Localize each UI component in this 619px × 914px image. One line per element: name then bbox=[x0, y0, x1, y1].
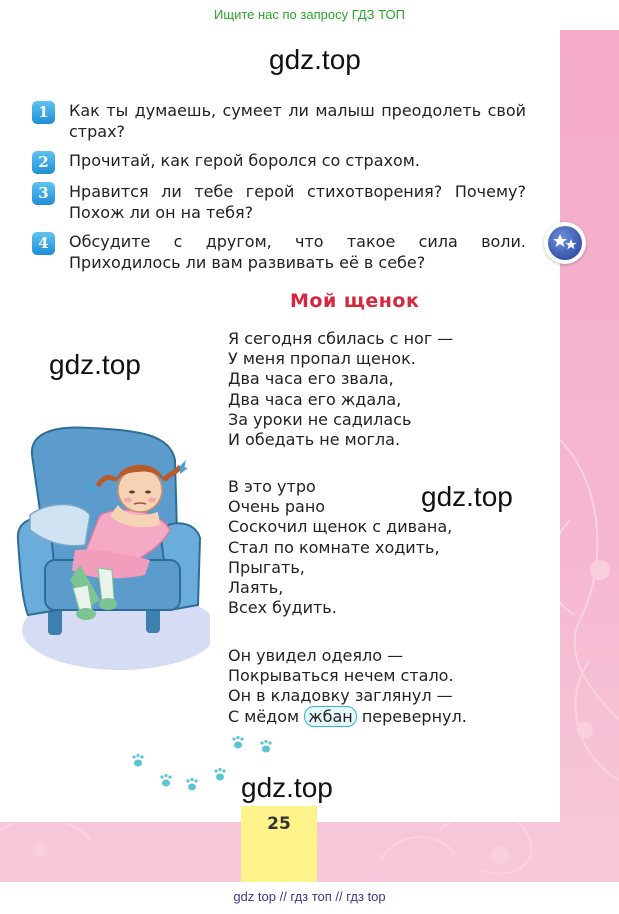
girl-in-armchair-illustration bbox=[10, 420, 210, 670]
poem-line: Он увидел одеяло — bbox=[228, 646, 404, 665]
question-number: 3 bbox=[32, 182, 55, 205]
poem-stanza-1 bbox=[228, 329, 528, 450]
poem-line: Прыгать, bbox=[228, 557, 305, 577]
poem-line: Очень рано bbox=[228, 497, 326, 517]
watermark: gdz.top bbox=[269, 44, 361, 75]
question-text: Прочитай, как герой боролся со страхом. bbox=[69, 151, 420, 170]
paw-prints-icon bbox=[126, 730, 286, 800]
poem-line: Он в кладовку заглянул — bbox=[228, 686, 453, 706]
poem-stanza-3 bbox=[228, 646, 528, 727]
poem-line: И обедать не могла. bbox=[228, 430, 401, 450]
page-number: 25 bbox=[267, 814, 291, 834]
question-number: 4 bbox=[32, 232, 55, 255]
question-text: Нравится ли тебе герой стихотворения? Почему? Похож ли он на тебя? bbox=[69, 182, 526, 222]
question-number: 2 bbox=[32, 151, 55, 174]
poem-line: Два часа его ждала, bbox=[228, 389, 402, 409]
two-stars-icon bbox=[544, 222, 586, 264]
poem-word: С мёдом bbox=[228, 706, 300, 726]
poem-line: Стал по комнате ходить, bbox=[228, 537, 440, 557]
highlighted-word: жбан bbox=[304, 706, 357, 727]
watermark: gdz.top bbox=[241, 772, 333, 803]
poem-line: В это утро bbox=[228, 477, 316, 496]
poem-stanza-2 bbox=[228, 477, 528, 618]
top-banner: Ищите нас по запросу ГДЗ ТОП bbox=[214, 7, 405, 22]
question-number: 1 bbox=[32, 101, 55, 124]
bottom-banner: gdz top // гдз топ // гдз top bbox=[233, 889, 386, 904]
poem-word: перевернул. bbox=[361, 706, 467, 726]
question-text: Как ты думаешь, сумеет ли малыш преодолеть свой страх? bbox=[69, 101, 526, 141]
poem-line: Соскочил щенок с дивана, bbox=[228, 517, 453, 537]
poem-line: Два часа его звала, bbox=[228, 369, 394, 389]
poem-line: Всех будить. bbox=[228, 598, 337, 618]
watermark: gdz.top bbox=[421, 481, 513, 512]
poem-line: За уроки не садилась bbox=[228, 409, 412, 429]
poem-line: Лаять, bbox=[228, 578, 284, 598]
poem-line: У меня пропал щенок. bbox=[228, 349, 416, 369]
poem-line: Я сегодня сбилась с ног — bbox=[228, 329, 454, 348]
poem-line bbox=[228, 707, 528, 727]
question-text: Обсудите с другом, что такое сила воли. Приходилось ли вам развивать её в себе? bbox=[69, 232, 526, 272]
poem-title: Мой щенок bbox=[290, 290, 420, 312]
poem-line: Покрываться нечем стало. bbox=[228, 666, 454, 686]
watermark: gdz.top bbox=[49, 349, 141, 380]
